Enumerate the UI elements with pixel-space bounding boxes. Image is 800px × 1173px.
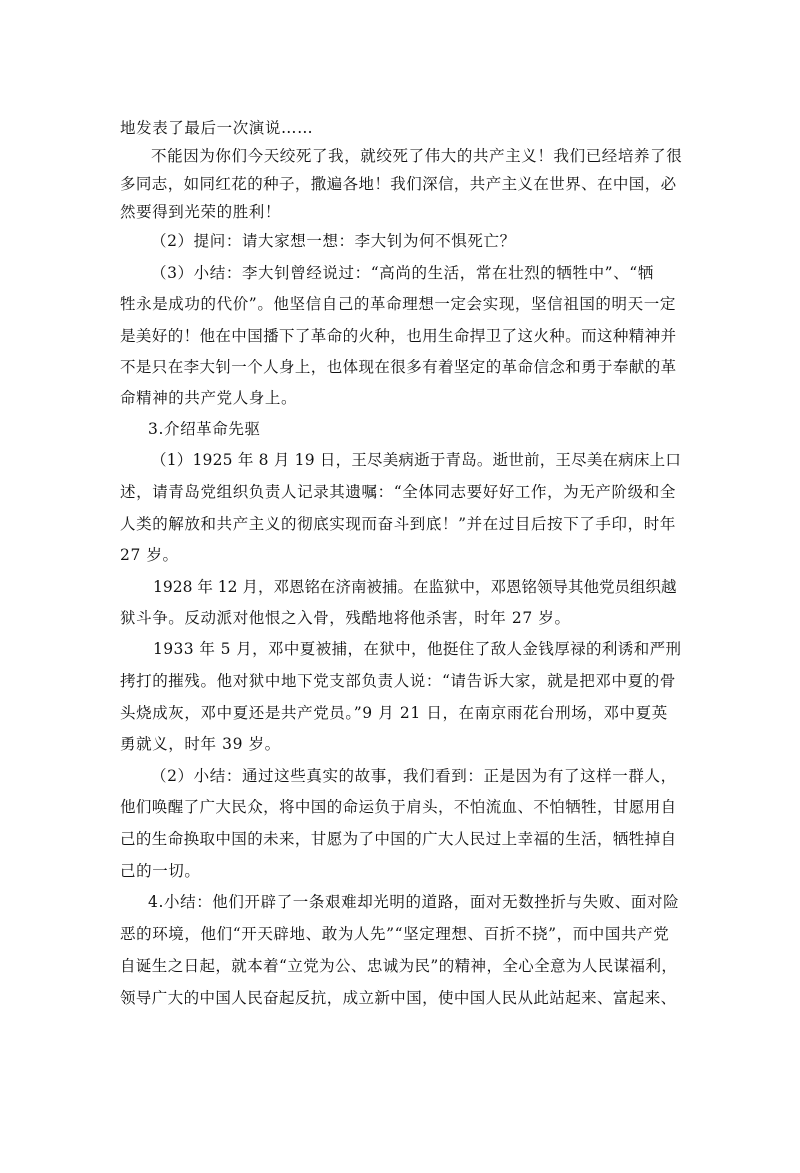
text-line: 牲永是成功的代价”。他坚信自己的革命理想一定会实现，坚信祖国的明天一定 xyxy=(120,295,676,313)
text-line: 勇就义，时年 39 岁。 xyxy=(120,735,281,753)
text-line: 然要得到光荣的胜利！ xyxy=(120,203,282,221)
text-line: 不能因为你们今天绞死了我，就绞死了伟大的共产主义！我们已经培养了很 xyxy=(151,147,683,165)
text-line: （2）提问：请大家想一想：李大钊为何不惧死亡？ xyxy=(151,232,516,250)
text-line: 1933 年 5 月，邓中夏被捕，在狱中，他挺住了敌人金钱厚禄的利诱和严刑 xyxy=(153,640,682,658)
section-heading: 3.介绍革命先驱 xyxy=(148,420,261,438)
text-line: （2）小结：通过这些真实的故事，我们看到：正是因为有了这样一群人， xyxy=(151,767,677,785)
text-line: 己的生命换取中国的未来，甘愿为了中国的广大人民过上幸福的生活，牺牲掉自 xyxy=(120,830,677,848)
text-line: 多同志，如同红花的种子，撒遍各地！我们深信，共产主义在世界、在中国，必 xyxy=(120,175,677,193)
text-line: 27 岁。 xyxy=(120,546,179,564)
text-line: （1）1925 年 8 月 19 日，王尽美病逝于青岛。逝世前，王尽美在病床上口 xyxy=(151,451,682,469)
text-line: 命精神的共产党人身上。 xyxy=(120,389,298,407)
text-line: 1928 年 12 月，邓恩铭在济南被捕。在监狱中，邓恩铭领导其他党员组织越 xyxy=(153,578,677,596)
text-line: 述，请青岛党组织负责人记录其遗嘱：“全体同志要好好工作，为无产阶级和全 xyxy=(120,483,676,501)
text-line: 他们唤醒了广大民众，将中国的命运负于肩头，不怕流血、不怕牺牲，甘愿用自 xyxy=(120,798,677,816)
text-line: 拷打的摧残。他对狱中地下党支部负责人说：“请告诉大家，就是把邓中夏的骨 xyxy=(120,672,676,690)
text-line: 狱斗争。反动派对他恨之入骨，残酷地将他杀害，时年 27 岁。 xyxy=(120,609,571,627)
text-line: 己的一切。 xyxy=(120,862,201,880)
text-line: （3）小结：李大钊曾经说过：“高尚的生活，常在壮烈的牺牲中”、“牺 xyxy=(151,264,654,282)
text-line: 不是只在李大钊一个人身上，也体现在很多有着坚定的革命信念和勇于奉献的革 xyxy=(120,358,677,376)
text-line: 自诞生之日起，就本着“立党为公、忠诚为民”的精神，全心全意为人民谋福利， xyxy=(120,957,678,975)
text-line: 地发表了最后一次演说…… xyxy=(120,119,314,137)
text-line: 4.小结：他们开辟了一条艰难却光明的道路，面对无数挫折与失败、面对险 xyxy=(148,893,680,911)
text-line: 恶的环境，他们“开天辟地、敢为人先”“坚定理想、百折不挠”，而中国共产党 xyxy=(120,925,670,943)
text-line: 领导广大的中国人民奋起反抗，成立新中国，使中国人民从此站起来、富起来、 xyxy=(120,989,677,1007)
text-line: 头烧成灰，邓中夏还是共产党员。”9 月 21 日，在南京雨花台刑场，邓中夏英 xyxy=(120,704,668,722)
text-line: 人类的解放和共产主义的彻底实现而奋斗到底！”并在过目后按下了手印，时年 xyxy=(120,515,676,533)
text-line: 是美好的！他在中国播下了革命的火种，也用生命捍卫了这火种。而这种精神并 xyxy=(120,327,677,345)
